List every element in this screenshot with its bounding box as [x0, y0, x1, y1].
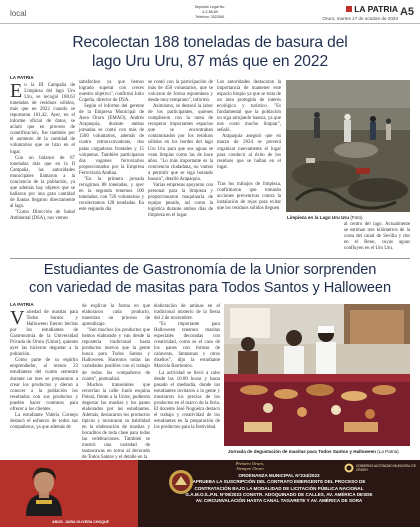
article-2-column-3	[154, 304, 220, 456]
paragraph: "Es importante para Halloween tenemos masitas especiales decoradas con creatividad, como es el caso de los panes con formas de calaveras, fantasmas y otros diseños", dijo la estudiante Marcela Barrientos.	[154, 322, 220, 370]
paragraph: ariedad de masitas para Todos Santos y Halloween fueron hechas por los estudiantes de Gastronomía de la Universidad Privada de Oruro (Unior), quienes ayer las hicieron degustar a la población.	[10, 310, 78, 358]
article-2-byline: LA PATRIA	[10, 302, 34, 307]
pastry-tasting-photo	[224, 304, 410, 446]
paragraph: Según el informe del gerente de la Empresa Municipal de Aseo Oruro (EMAO), Andrés Arapaquia, durante ambas jornadas se contó con más de 1500 voluntarios, además de cuatro retroexcavadoras, dos palas cargadoras frontales y 15 volquetas. También participaron dos vagones ferroviarios proporcionados por la Empresa Ferroviaria Andina.	[79, 104, 144, 176]
lake-cleanup-photo	[286, 80, 410, 212]
article-1-column-1	[10, 80, 75, 227]
ordinance-line: AV. CIRCUNVALACIÓN HASTA CANAL TAGARETE Y AV. AMÉRICA DE SORA	[195, 498, 363, 504]
headline-1-line-2: lago Uru Uru, 87 más que en 2022	[91, 53, 329, 70]
issue-date: Oruro, martes 17 de octubre de 2023	[322, 16, 398, 21]
caption-credit: (Foto)	[350, 215, 363, 220]
photo-caption-2	[228, 449, 399, 454]
ordinance-line: APRUEBA LA SUSCRIPCIÓN DEL CONTRATO EMERGENTE DEL PROCESO DE	[192, 479, 366, 485]
article-1-column-2	[79, 80, 144, 227]
paragraph: al centro del lago. Actualmente se estiman tres kilómetros de la costa del canal de Sevilla y dos en el Reno, cuyas aguas confluyen en el Uru Uru.	[344, 222, 410, 252]
headline-2-line-1: Estudiantes de Gastronomía de la Unior sorprenden	[43, 262, 377, 278]
photo-caption-1	[287, 215, 363, 220]
paragraph: Los autoridades destacaron la importancia de mantener este espacio limpio ya que se trata de un área protegida de interés ecológico y turístico. "Es fundamental que la población no siga arrojando basura, ya que nos costó mucho limpiar", señaló.	[217, 80, 281, 134]
legal-line: Teléfono: 2523561	[195, 15, 225, 19]
paragraph: La estudiante Valeria Cornejo destacó el esfuerzo de todos sus compañeros, ya que además de	[10, 412, 78, 430]
paragraph: "En la primera jornada recogimos 88 toneladas, y ayer en la segunda tenemos 100 toneladas, con 720 voluntarios y recolectamos 128 toneladas. En este segundo día	[79, 176, 144, 212]
portrait-image	[22, 464, 66, 516]
paragraph: "Son muchos los productos que hemos elaborado y van desde la repostería tradicional hasta productos nuevos que la gente busca para Todos Santos y Halloween. Hacemos todas las variedades posibles con el trabajo de todos los compañeros de cuarto", puntualizó.	[82, 328, 150, 382]
section-divider	[10, 258, 410, 259]
ad-red-panel	[0, 460, 138, 527]
paragraph: satisfechos ya que hemos logrado superar con creces nuestro objetivo", confirmó Julio Copeña, director de DSA.	[79, 80, 144, 104]
article-1-column-3	[148, 80, 213, 227]
page-header	[0, 0, 420, 24]
page-number: A5	[399, 6, 414, 18]
paragraph: Asimismo, se destacó la labor de los participantes, quienes cumplieron con la tarea de recuperar importantes espacios que se encontraban contaminados por los residuos sólidos en los bordes del lago Uru Uru para que sus aguas se vean limpias como las de hace años. "Lo más importante es la conciencia ciudadana, no vamos a permitir que se siga botando basura", detalló Arapaquia.	[148, 104, 213, 182]
slogan-line: Primero Oruro,	[235, 461, 265, 466]
caption-text: Jornada de degustación de masitas para Todos Santos y Halloween	[228, 449, 376, 454]
article-1-below-photo-right	[344, 222, 410, 256]
headline-2-line-2: con variedad de masitas para Todos Santos y Halloween	[29, 280, 391, 296]
paragraph: "Como Dirección de Salud Ambiental (DSA), nos vemos	[10, 209, 75, 222]
government-emblem-icon	[344, 463, 354, 473]
flag-icon	[346, 6, 352, 12]
municipal-advertisement	[0, 460, 420, 527]
article-1-below-photo-left	[217, 182, 281, 227]
paragraph: elaboración de aminas en el tradicional misterio de la fiesta del 2 de noviembre.	[154, 304, 220, 322]
ordinance-line: CONTRATACIÓN BAJO LA MODALIDAD DE LICITACIÓN PÚBLICA NACIONAL	[194, 485, 364, 491]
article-2-column-2	[82, 304, 150, 461]
paragraph: Con un balance de 87 toneladas más que en la II Campaña, las autoridades municipales llamaron a la conciencia de la población, ya que además hay objetos que se hallaron por una gran cantidad de llantas llegaron directamente al lago.	[10, 155, 75, 209]
legal-line: 4-3-88-89	[202, 10, 218, 14]
paragraph: de explicar la forma en que elaboraron cada producto, muestran un proceso de aprendizaje.	[82, 304, 150, 328]
caption-text: Limpieza en la Lago Uru Uru	[287, 215, 350, 220]
slogan	[205, 461, 295, 472]
paragraph: se contó con la participación de más de 450 voluntarios, que se volcaron de forma espontánea y desde muy temprano", informó.	[148, 80, 213, 104]
slogan-line: Siempre Oruro	[236, 466, 264, 472]
paragraph: Muchos transeúntes que recorrían la calle Junín esquina Potosí, frente a la Unior, pudieron degustar las masitas y los panes elaborados por los estudiantes. Además, destacaron los productos típicos y mostraron su habilidad en la elaboración de masitas y bocaditos de toda clase para todas las celebraciones. También se mostró una variedad de tantawawas en torno al decorado de Todos Santos y el detalle en la	[82, 382, 150, 461]
municipality-name: GOBIERNO AUTÓNOMO MUNICIPAL DE ORURO	[356, 464, 416, 472]
brand-name: LA PATRIA	[354, 4, 398, 14]
paragraph: Como parte de su espíritu emprendedor, al menos 23 estudiantes del cuarto semestre durante un mes se prepararon a crear los productos y dieron a conocer a la población los resultados con sus productos y pueden hacer contratos para ofrecer a los clientes.	[10, 358, 78, 412]
drop-cap: V	[10, 307, 25, 329]
ordinance-line: G.A.M.O./L.P.N. N°06/2023 CONSTR. ADOQUINADO DE CALLES, AV. AMÉRICA DESDE	[185, 491, 373, 497]
legal-line: Depósito Legal No.	[194, 5, 226, 9]
official-name: ABOG. JAIRA OLIVERA CHOQUE	[52, 520, 110, 524]
paragraph: Varias empresas apoyaron con personal para la limpieza y proporcionaron maquinaria de equipo pesado, así como la logística durante ambos días de limpieza en el lugar.	[148, 182, 213, 219]
caption-credit: (La Patria)	[377, 449, 399, 454]
ordinance-line: ORDENANZA MUNICIPAL N°234/2023	[238, 473, 320, 478]
paragraph: Arapaquia aseguró que en marzo de 2024 se preverá organizar nuevamente el lugar para conducir al éxito de los residuos que se hallan en el lugar.	[217, 134, 281, 170]
paragraph: La actividad se llevó a cabo desde las 10:00 horas y hasta pasado el mediodía, donde los estudiantes invitaron a la gente y mostraron los precios de los productos en el marco de la feria. El docente José Nogueira destacó el trabajo y creatividad de los estudiantes en la preparación de los productos para la festividad.	[154, 370, 220, 430]
section-label: local	[10, 9, 27, 18]
legal-info	[185, 5, 235, 20]
headline-1-line-1: Recolectan 188 toneladas de basura del	[72, 34, 348, 51]
drop-cap: E	[10, 80, 23, 102]
article-1-byline: LA PATRIA	[10, 75, 34, 80]
article-2-column-1	[10, 307, 78, 456]
paragraph: Tras los trabajos de limpieza, confirmaron que tomarán acciones preventivas contra la instalación de rejas para evitar que los residuos sólidos lleguen	[217, 182, 281, 212]
paragraph: n la III Campaña de Limpieza del lago Uru Uru, se recogió 188,63 toneladas de residuos sólidos, más que en 2022 cuando se reportaron 101,42. Ayer, en el informe oficial de datos, se aclaró que en proceso de cuantificación, fue también por el aumento de la cantidad de voluntarios que se hizo en el lugar.	[10, 83, 75, 155]
newspaper-logo	[346, 4, 398, 14]
ordinance-text	[140, 473, 418, 504]
